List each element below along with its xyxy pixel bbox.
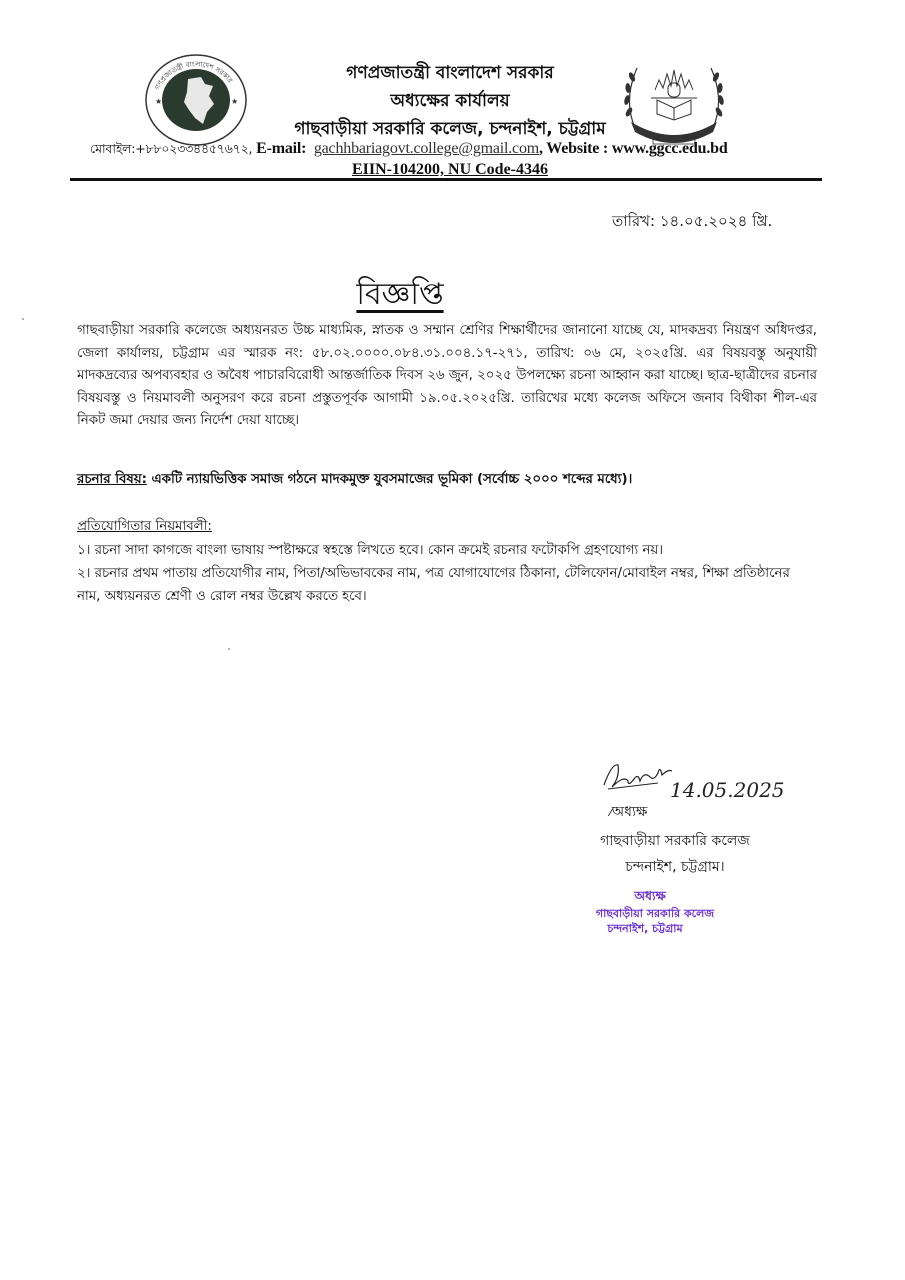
college-name: গাছবাড়ীয়া সরকারি কলেজ, চন্দনাইশ, চট্টগ্রাম (294, 119, 606, 139)
essay-topic (77, 469, 837, 491)
signature-date: 14.05.2025 (670, 778, 785, 802)
svg-text:★: ★ (231, 97, 239, 106)
stamp-address: চন্দনাইশ, চট্টগ্রাম (607, 922, 683, 935)
signatory-org: গাছবাড়ীয়া সরকারি কলেজ (600, 833, 750, 849)
stamp-org: গাছবাড়ীয়া সরকারি কলেজ (595, 907, 715, 920)
email-label: E-mail: (256, 140, 307, 157)
website-link[interactable]: www.ggcc.edu.bd (611, 140, 728, 157)
essay-topic-text: একটি ন্যায়ভিত্তিক সমাজ গঠনে মাদকমুক্ত যুবসমাজের ভূমিকা (সর্বোচ্চ ২০০০ শব্দের মধ্যে)। (146, 472, 633, 487)
notice-title: বিজ্ঞপ্তি (356, 277, 444, 312)
govt-title: গণপ্রজাতন্ত্রী বাংলাদেশ সরকার (346, 63, 554, 83)
rule-item: ১। রচনা সাদা কাগজে বাংলা ভাষায় স্পষ্টাক্ষরে স্বহস্তে লিখতে হবে। কোন ক্রমেই রচনার ফটোকপি গ্রহণযোগ্য নয়। (77, 543, 664, 558)
website-label: , Website : (539, 140, 609, 157)
signatory-title: ⁄অধ্যক্ষ (610, 804, 648, 820)
seal-arc-text: গণপ্রজাতন্ত্রী বাংলাদেশ সরকার (153, 60, 234, 92)
scan-speck (22, 318, 24, 320)
college-emblem-icon (615, 50, 733, 150)
rules-heading: প্রতিযোগিতার নিয়মাবলী: (77, 519, 212, 534)
notice-body: গাছবাড়ীয়া সরকারি কলেজে অধ্যয়নরত উচ্চ মাধ্যমিক, স্নাতক ও সম্মান শ্রেণির শিক্ষার্থীদের জানানো যাচ্ছে যে, মাদকদ্রব্য নিয়ন্ত্রণ অধিদপ্তর, জেলা কার্যালয়, চট্টগ্রাম এর স্মারক নং: ৫৮.০২.০০০০.০৮৪.৩১.০০৪.১৭-২৭১, তারিখ: ০৬ মে, ২০২৫খ্রি. এর বিষয়বস্তু অনুযায়ী মাদকদ্রব্যের অপব্যবহার ও অবৈধ পাচারবিরোধী আন্তর্জাতিক দিবস ২৬ জুন, ২০২৫ উপলক্ষ্যে রচনা আহ্বান করা যাচ্ছে। ছাত্র-ছাত্রীদের রচনার বিষয়বস্তু ও নিয়মাবলী অনুসরণ করে রচনা প্রস্তুতপূর্বক আগামী ১৯.০৫.২০২৫খ্রি. তারিখের মধ্যে কলেজ অফিসে জনাব বিথীকা শীল-এর নিকট জমা দেয়ার জন্য নির্দেশ দেয়া যাচ্ছে। (77, 323, 817, 429)
rule-item: ২। রচনার প্রথম পাতায় প্রতিযোগীর নাম, পিতা/অভিভাবকের নাম, পত্র যোগাযোগের ঠিকানা, টেলিফোন/মোবাইল নম্বর, শিক্ষা প্রতিষ্ঠানের নাম, অধ্যয়নরত শ্রেণী ও রোল নম্বর উল্লেখ করতে হবে। (77, 566, 790, 604)
signatory-address: চন্দনাইশ, চট্টগ্রাম। (625, 859, 725, 875)
notice-date: তারিখ: ১৪.০৫.২০২৪ খ্রি. (612, 212, 773, 230)
essay-topic-label: রচনার বিষয়: (77, 472, 147, 487)
svg-text:★: ★ (155, 97, 163, 106)
scan-speck (228, 648, 230, 650)
email-link[interactable]: gachhbariagovt.college@gmail.com (313, 140, 539, 157)
contact-line (90, 140, 820, 161)
bangladesh-govt-seal-icon (143, 52, 249, 148)
mobile-number: মোবাইল:+৮৮০২৩৩৪৪৫৭৬৭২, (90, 141, 253, 156)
office-title: অধ্যক্ষের কার্যালয় (390, 91, 510, 111)
stamp-title: অধ্যক্ষ (634, 888, 666, 903)
header-divider (70, 178, 822, 181)
eiin-code: EIIN-104200, NU Code-4346 (352, 161, 548, 178)
